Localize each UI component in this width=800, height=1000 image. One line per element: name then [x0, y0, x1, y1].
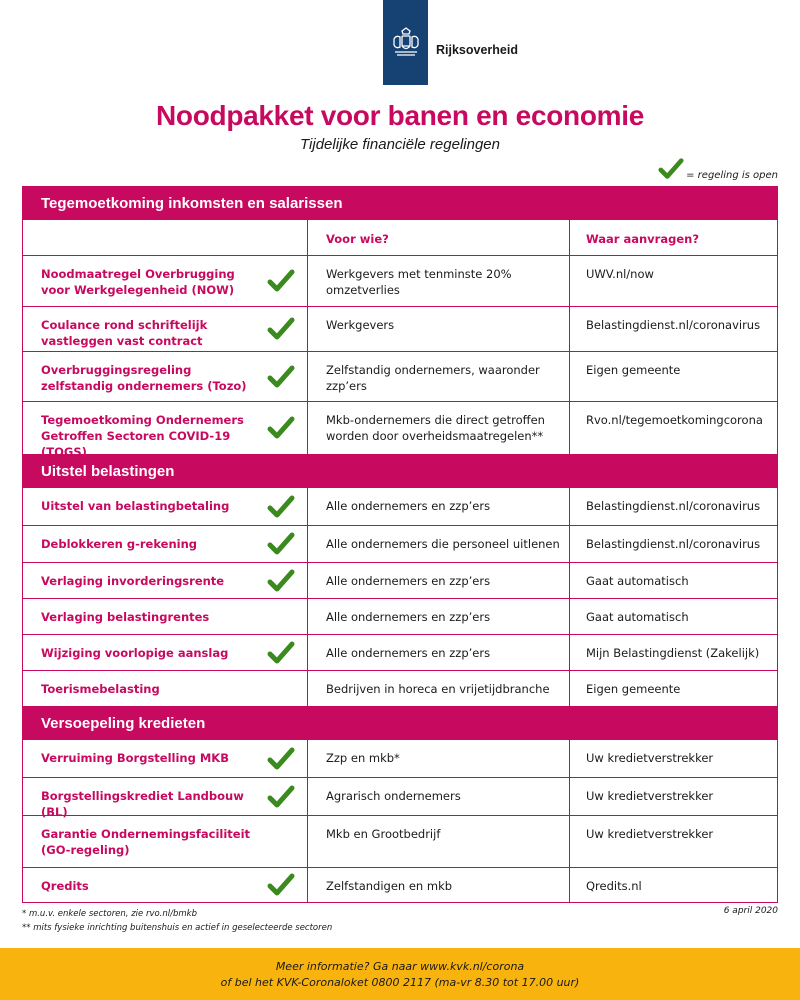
table-row — [23, 526, 777, 563]
regeling-name: Verlaging belastingrentes — [41, 610, 210, 624]
regeling-cell — [23, 816, 307, 867]
regeling-name: Qredits — [41, 879, 89, 893]
page-title: Noodpakket voor banen en economie — [156, 100, 644, 131]
check-icon — [267, 871, 295, 899]
table-row — [23, 488, 777, 526]
regeling-cell — [23, 256, 307, 306]
waar-aanvragen-cell: Belastingdienst.nl/coronavirus — [569, 488, 777, 525]
check-icon — [267, 567, 295, 595]
check-icon — [267, 530, 295, 558]
waar-aanvragen-cell: Qredits.nl — [569, 868, 777, 902]
publication-date: 6 april 2020 — [723, 906, 778, 916]
regeling-cell — [23, 599, 307, 634]
table-row — [23, 563, 777, 599]
regeling-cell — [23, 740, 307, 777]
table-row — [23, 256, 777, 307]
regeling-name: Overbruggingsregeling zelfstandig ondernemers (Tozo) — [41, 363, 247, 393]
regeling-cell — [23, 671, 307, 706]
info-line: Meer informatie? Ga naar www.kvk.nl/corona — [275, 960, 525, 973]
column-header-wie: Voor wie? — [307, 220, 569, 255]
check-icon — [267, 315, 295, 343]
regeling-cell — [23, 307, 307, 351]
voor-wie-cell: Bedrijven in horeca en vrijetijdbranche — [307, 671, 569, 706]
info-line: of bel het KVK-Coronaloket 0800 2117 (ma-vr 8.30 tot 17.00 uur) — [220, 976, 580, 989]
regeling-name: Toerismebelasting — [41, 682, 160, 696]
regeling-cell — [23, 526, 307, 562]
regeling-name: Borgstellingskrediet Landbouw (BL) — [41, 789, 244, 819]
waar-aanvragen-cell: Belastingdienst.nl/coronavirus — [569, 526, 777, 562]
waar-aanvragen-cell: Mijn Belastingdienst (Zakelijk) — [569, 635, 777, 670]
legend — [658, 156, 778, 182]
voor-wie-cell: Werkgevers — [307, 307, 569, 351]
waar-aanvragen-cell: Eigen gemeente — [569, 671, 777, 706]
regeling-name: Deblokkeren g-rekening — [41, 537, 198, 551]
table-row — [23, 307, 777, 352]
table-row — [23, 599, 777, 635]
voor-wie-cell: Alle ondernemers en zzp’ers — [307, 488, 569, 525]
rijksoverheid-logo — [383, 0, 428, 85]
section-header: Tegemoetkoming inkomsten en salarissen — [23, 186, 777, 220]
voor-wie-cell: Alle ondernemers en zzp’ers — [307, 563, 569, 598]
regeling-name: Wijziging voorlopige aanslag — [41, 646, 229, 660]
regeling-cell — [23, 635, 307, 670]
voor-wie-cell: Alle ondernemers en zzp’ers — [307, 599, 569, 634]
voor-wie-cell: Alle ondernemers en zzp’ers — [307, 635, 569, 670]
page-subtitle: Tijdelijke financiële regelingen — [300, 136, 500, 153]
regeling-name: Verruiming Borgstelling MKB — [41, 751, 229, 765]
regeling-name: Uitstel van belastingbetaling — [41, 499, 230, 513]
regeling-cell — [23, 563, 307, 598]
voor-wie-cell: Werkgevers met tenminste 20% omzetverlies — [307, 256, 569, 306]
voor-wie-cell: Alle ondernemers die personeel uitlenen — [307, 526, 569, 562]
voor-wie-cell: Mkb-ondernemers die direct getroffen worden door overheidsmaatregelen** — [307, 402, 569, 454]
info-bar — [0, 948, 800, 1000]
regeling-cell — [23, 488, 307, 525]
regeling-name: Coulance rond schriftelijk vastleggen vast contract — [41, 318, 208, 348]
regeling-name: Noodmaatregel Overbrugging voor Werkgelegenheid (NOW) — [41, 267, 235, 297]
table-row — [23, 352, 777, 402]
table-row — [23, 671, 777, 706]
regeling-cell — [23, 352, 307, 401]
waar-aanvragen-cell: Uw kredietverstrekker — [569, 740, 777, 777]
regeling-cell — [23, 868, 307, 902]
column-header-row — [23, 220, 777, 256]
check-icon — [267, 414, 295, 442]
table-row — [23, 868, 777, 903]
check-icon — [267, 639, 295, 667]
regeling-name: Garantie Ondernemingsfaciliteit (GO-regeling) — [41, 827, 251, 857]
check-icon — [267, 745, 295, 773]
column-header-waar: Waar aanvragen? — [569, 220, 777, 255]
regeling-name: Tegemoetkoming Ondernemers Getroffen Sectoren COVID-19 (TOGS) — [41, 413, 244, 459]
waar-aanvragen-cell: Uw kredietverstrekker — [569, 816, 777, 867]
waar-aanvragen-cell: Rvo.nl/tegemoetkomingcorona — [569, 402, 777, 454]
footnote: * m.u.v. enkele sectoren, zie rvo.nl/bmkb — [22, 909, 197, 919]
voor-wie-cell: Zelfstandigen en mkb — [307, 868, 569, 902]
regeling-cell — [23, 402, 307, 459]
table-row — [23, 635, 777, 671]
voor-wie-cell: Agrarisch ondernemers — [307, 778, 569, 815]
table-row — [23, 778, 777, 819]
regeling-cell — [23, 778, 307, 819]
table-row — [23, 402, 777, 459]
table-row — [23, 740, 777, 778]
waar-aanvragen-cell: Belastingdienst.nl/coronavirus — [569, 307, 777, 351]
waar-aanvragen-cell: UWV.nl/now — [569, 256, 777, 306]
footnote: ** mits fysieke inrichting buitenshuis en actief in geselecteerde sectoren — [22, 923, 333, 933]
waar-aanvragen-cell: Eigen gemeente — [569, 352, 777, 401]
regeling-name: Verlaging invorderingsrente — [41, 574, 225, 588]
check-icon — [267, 493, 295, 521]
regelingen-table — [22, 186, 778, 903]
check-icon — [267, 363, 295, 391]
table-row — [23, 816, 777, 868]
waar-aanvragen-cell: Gaat automatisch — [569, 599, 777, 634]
column-header-regeling — [23, 220, 307, 255]
coat-of-arms-icon — [388, 25, 424, 61]
legend-text: = regeling is open — [686, 170, 778, 181]
voor-wie-cell: Mkb en Grootbedrijf — [307, 816, 569, 867]
waar-aanvragen-cell: Gaat automatisch — [569, 563, 777, 598]
check-icon — [267, 783, 295, 811]
section-header: Versoepeling kredieten — [23, 706, 777, 740]
voor-wie-cell: Zzp en mkb* — [307, 740, 569, 777]
org-name: Rijksoverheid — [436, 43, 518, 57]
section-header: Uitstel belastingen — [23, 454, 777, 488]
waar-aanvragen-cell: Uw kredietverstrekker — [569, 778, 777, 815]
check-icon — [658, 156, 684, 182]
voor-wie-cell: Zelfstandig ondernemers, waaronder zzp’ers — [307, 352, 569, 401]
check-icon — [267, 267, 295, 295]
